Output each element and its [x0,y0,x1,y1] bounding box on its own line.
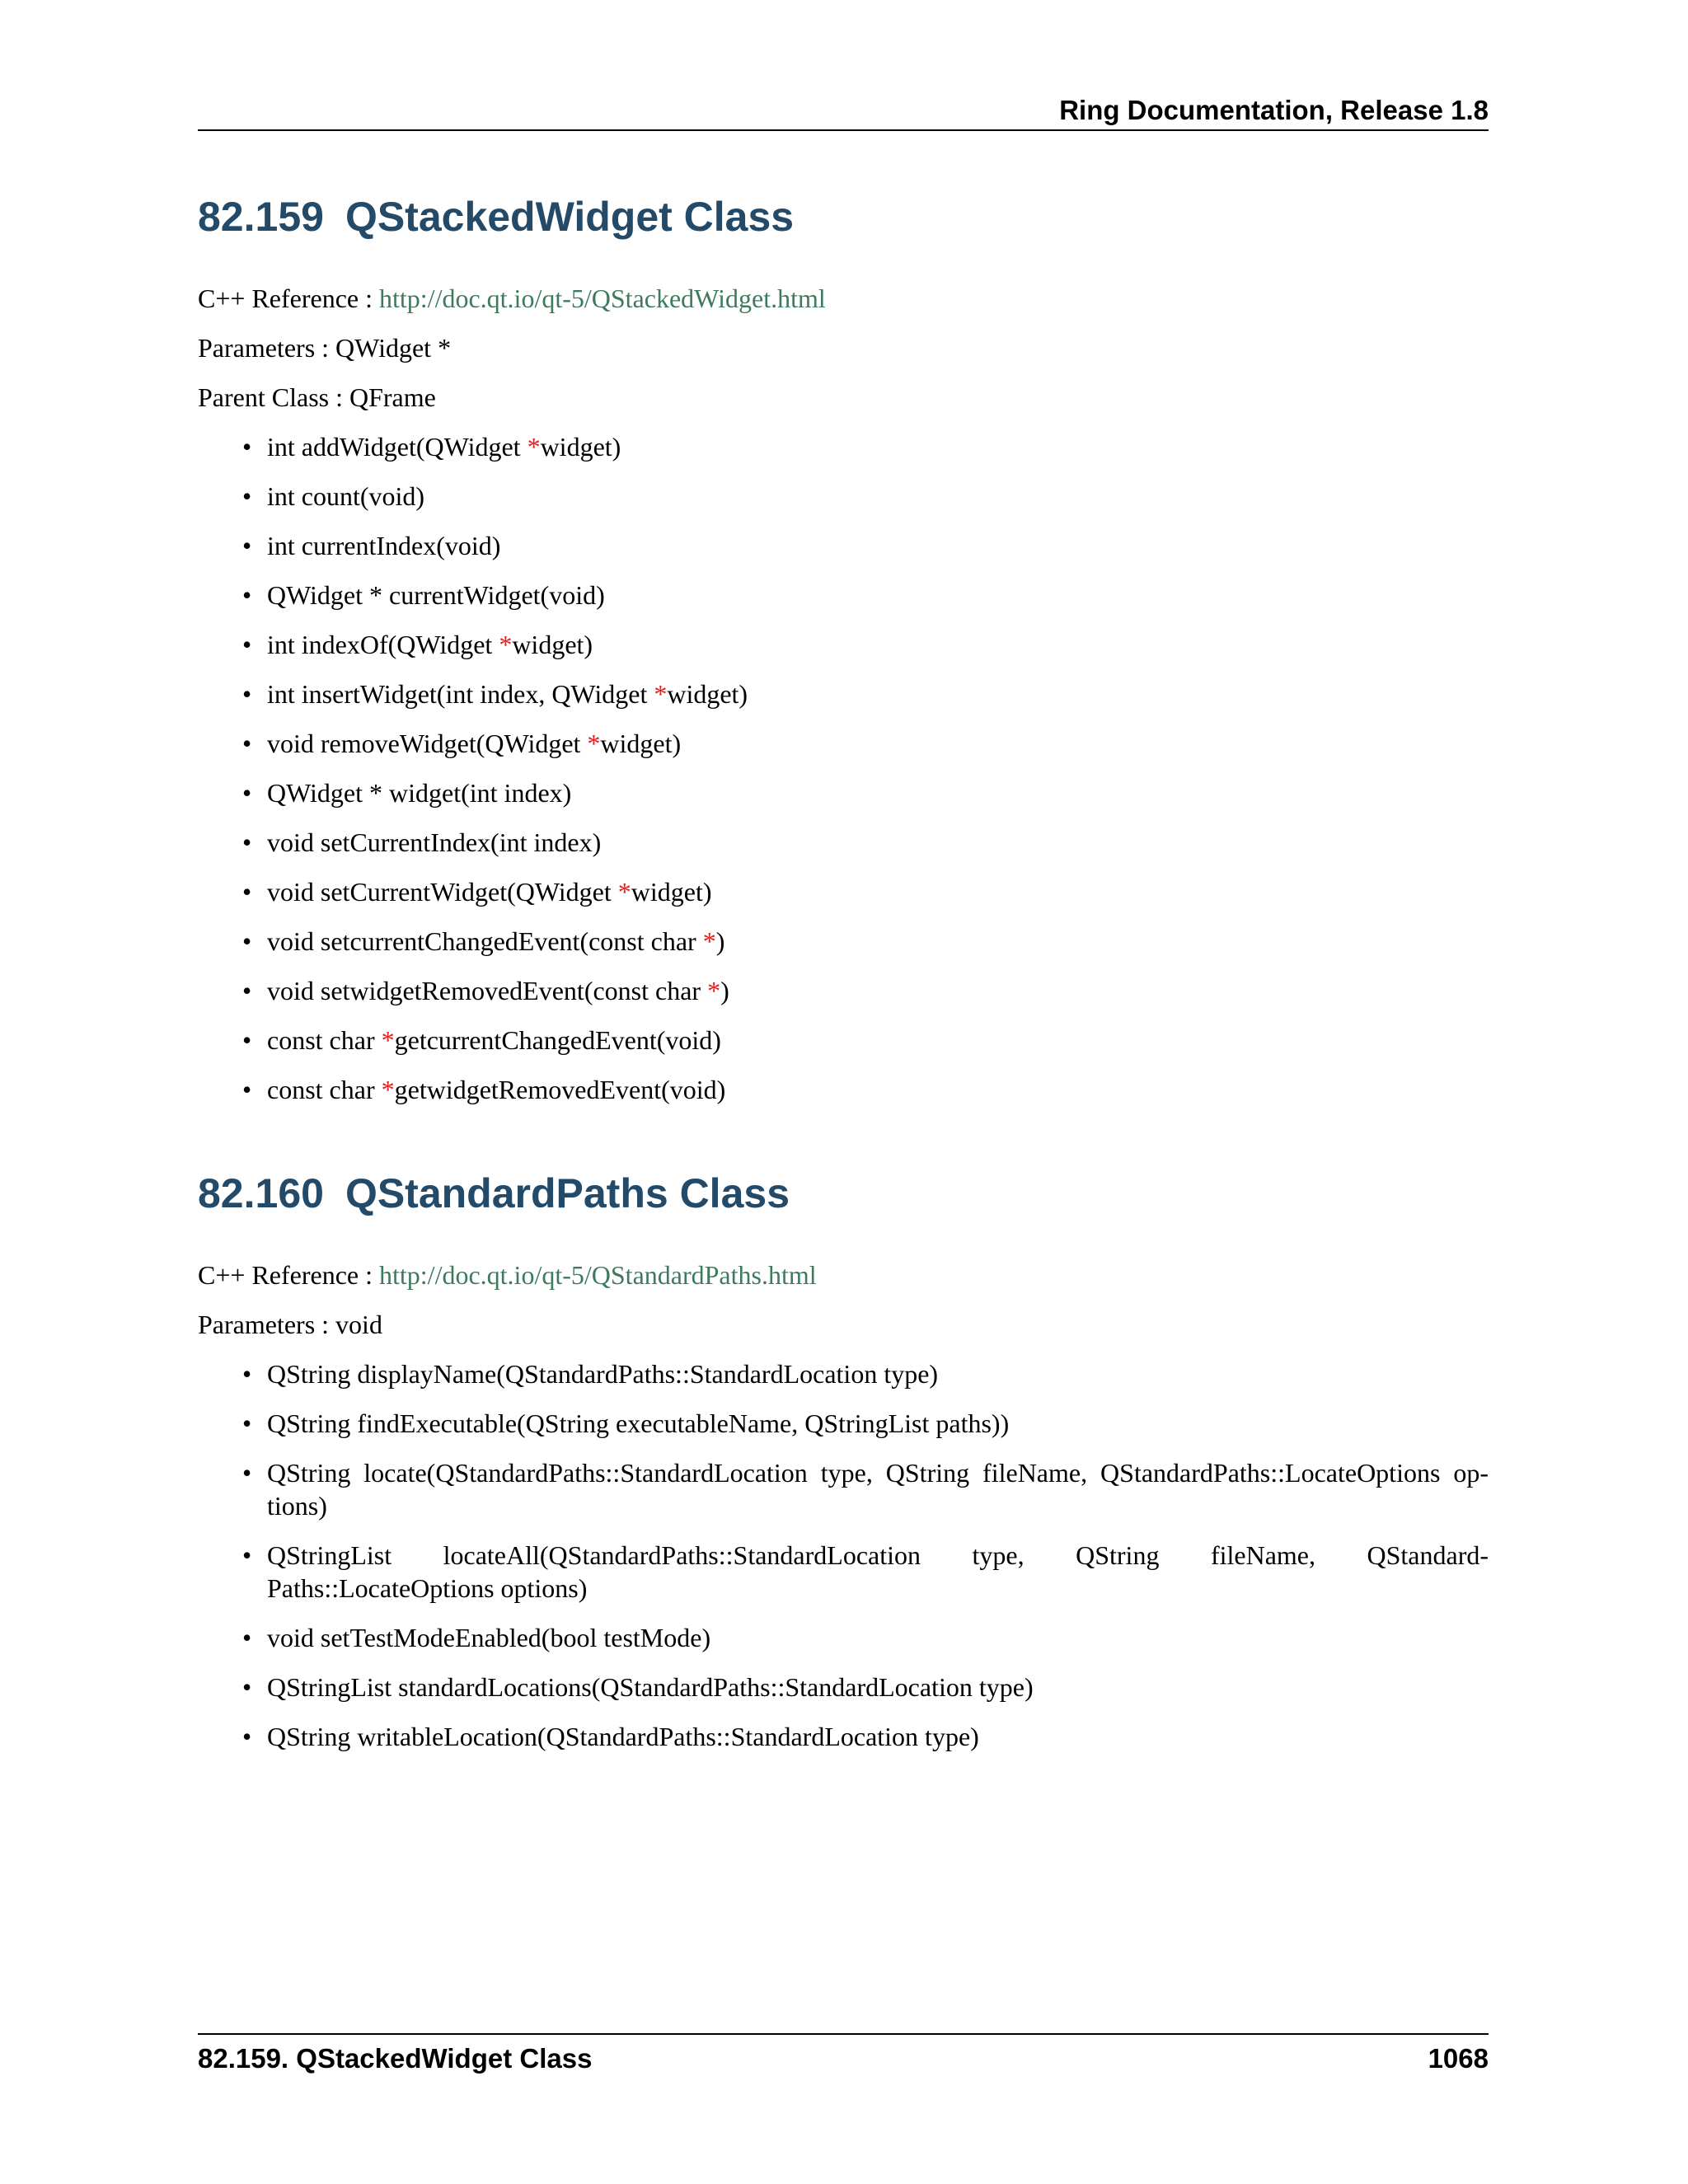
bullet-icon: • [242,1540,252,1570]
list-item: • int indexOf(QWidget *widget) [242,630,593,659]
list-item: • QStringList standardLocations(QStandardPaths::StandardLocation type) [242,1672,1034,1702]
list-item: • QStringList locateAll(QStandardPaths::StandardLocation type, QString fileName, QStandard- Paths::LocateOptions options) [242,1540,1489,1603]
bullet-icon: • [242,926,252,956]
list-item: • void setcurrentChangedEvent(const char *) [242,926,725,956]
bullet-icon: • [242,1722,252,1751]
list-item: • const char *getwidgetRemovedEvent(void) [242,1075,726,1104]
bullet-icon: • [242,1672,252,1702]
list-item: • int count(void) [242,481,425,511]
running-header: Ring Documentation, Release 1.8 [1059,95,1489,125]
bullet-icon: • [242,976,252,1005]
cpp-reference [198,1258,817,1291]
bullet-icon: • [242,1623,252,1652]
section-number: 82.159 [198,194,324,240]
footer-rule [198,2033,1489,2035]
bullet-icon: • [242,679,252,709]
list-item: • void removeWidget(QWidget *widget) [242,729,682,758]
bullet-icon: • [242,827,252,857]
list-item: • int insertWidget(int index, QWidget *widget) [242,679,748,709]
page-number: 1068 [1428,2043,1489,2074]
list-item: • QString locate(QStandardPaths::StandardLocation type, QString fileName, QStandardPaths::LocateOptions op- tions) [242,1458,1489,1521]
bullet-icon: • [242,778,252,808]
section-title-qstackedwidget [198,192,794,241]
cpp-reference [198,282,826,315]
bullet-icon: • [242,1075,252,1104]
bullet-icon: • [242,481,252,511]
list-item: • int addWidget(QWidget *widget) [242,432,621,462]
list-item: • QString writableLocation(QStandardPaths::StandardLocation type) [242,1722,979,1751]
list-item: • QString findExecutable(QString executableName, QStringList paths)) [242,1408,1010,1438]
list-item: • void setTestModeEnabled(bool testMode) [242,1623,711,1652]
bullet-icon: • [242,432,252,462]
section-title-text: QStackedWidget Class [345,194,795,240]
parameters-line: Parameters : void [198,1310,382,1339]
bullet-icon: • [242,630,252,659]
method-list-qstandardpaths [198,1357,1489,1769]
footer-section-title: 82.159. QStackedWidget Class [198,2043,593,2074]
section-title-text: QStandardPaths Class [345,1170,790,1216]
bullet-icon: • [242,729,252,758]
list-item: • QWidget * widget(int index) [242,778,572,808]
parent-class-line: Parent Class : QFrame [198,382,436,412]
bullet-icon: • [242,1408,252,1438]
cpp-reference-link[interactable]: http://doc.qt.io/qt-5/QStackedWidget.html [379,284,826,313]
list-item: • void setCurrentWidget(QWidget *widget) [242,877,712,907]
bullet-icon: • [242,1025,252,1055]
list-item: • const char *getcurrentChangedEvent(void) [242,1025,721,1055]
bullet-icon: • [242,877,252,907]
list-item: • void setwidgetRemovedEvent(const char *) [242,976,729,1005]
list-item: • int currentIndex(void) [242,531,501,560]
list-item: • QWidget * currentWidget(void) [242,580,605,610]
cpp-reference-link[interactable]: http://doc.qt.io/qt-5/QStandardPaths.html [379,1260,817,1290]
bullet-icon: • [242,1458,252,1488]
method-list-qstackedwidget [198,430,1489,1122]
bullet-icon: • [242,580,252,610]
parameters-line: Parameters : QWidget * [198,333,452,363]
header-rule [198,129,1489,131]
section-title-qstandardpaths [198,1169,790,1218]
list-item: • void setCurrentIndex(int index) [242,827,602,857]
cpp-reference-label: C++ Reference : [198,1260,379,1290]
cpp-reference-label: C++ Reference : [198,284,379,313]
bullet-icon: • [242,1359,252,1389]
bullet-icon: • [242,531,252,560]
list-item: • QString displayName(QStandardPaths::StandardLocation type) [242,1359,939,1389]
section-number: 82.160 [198,1170,324,1216]
